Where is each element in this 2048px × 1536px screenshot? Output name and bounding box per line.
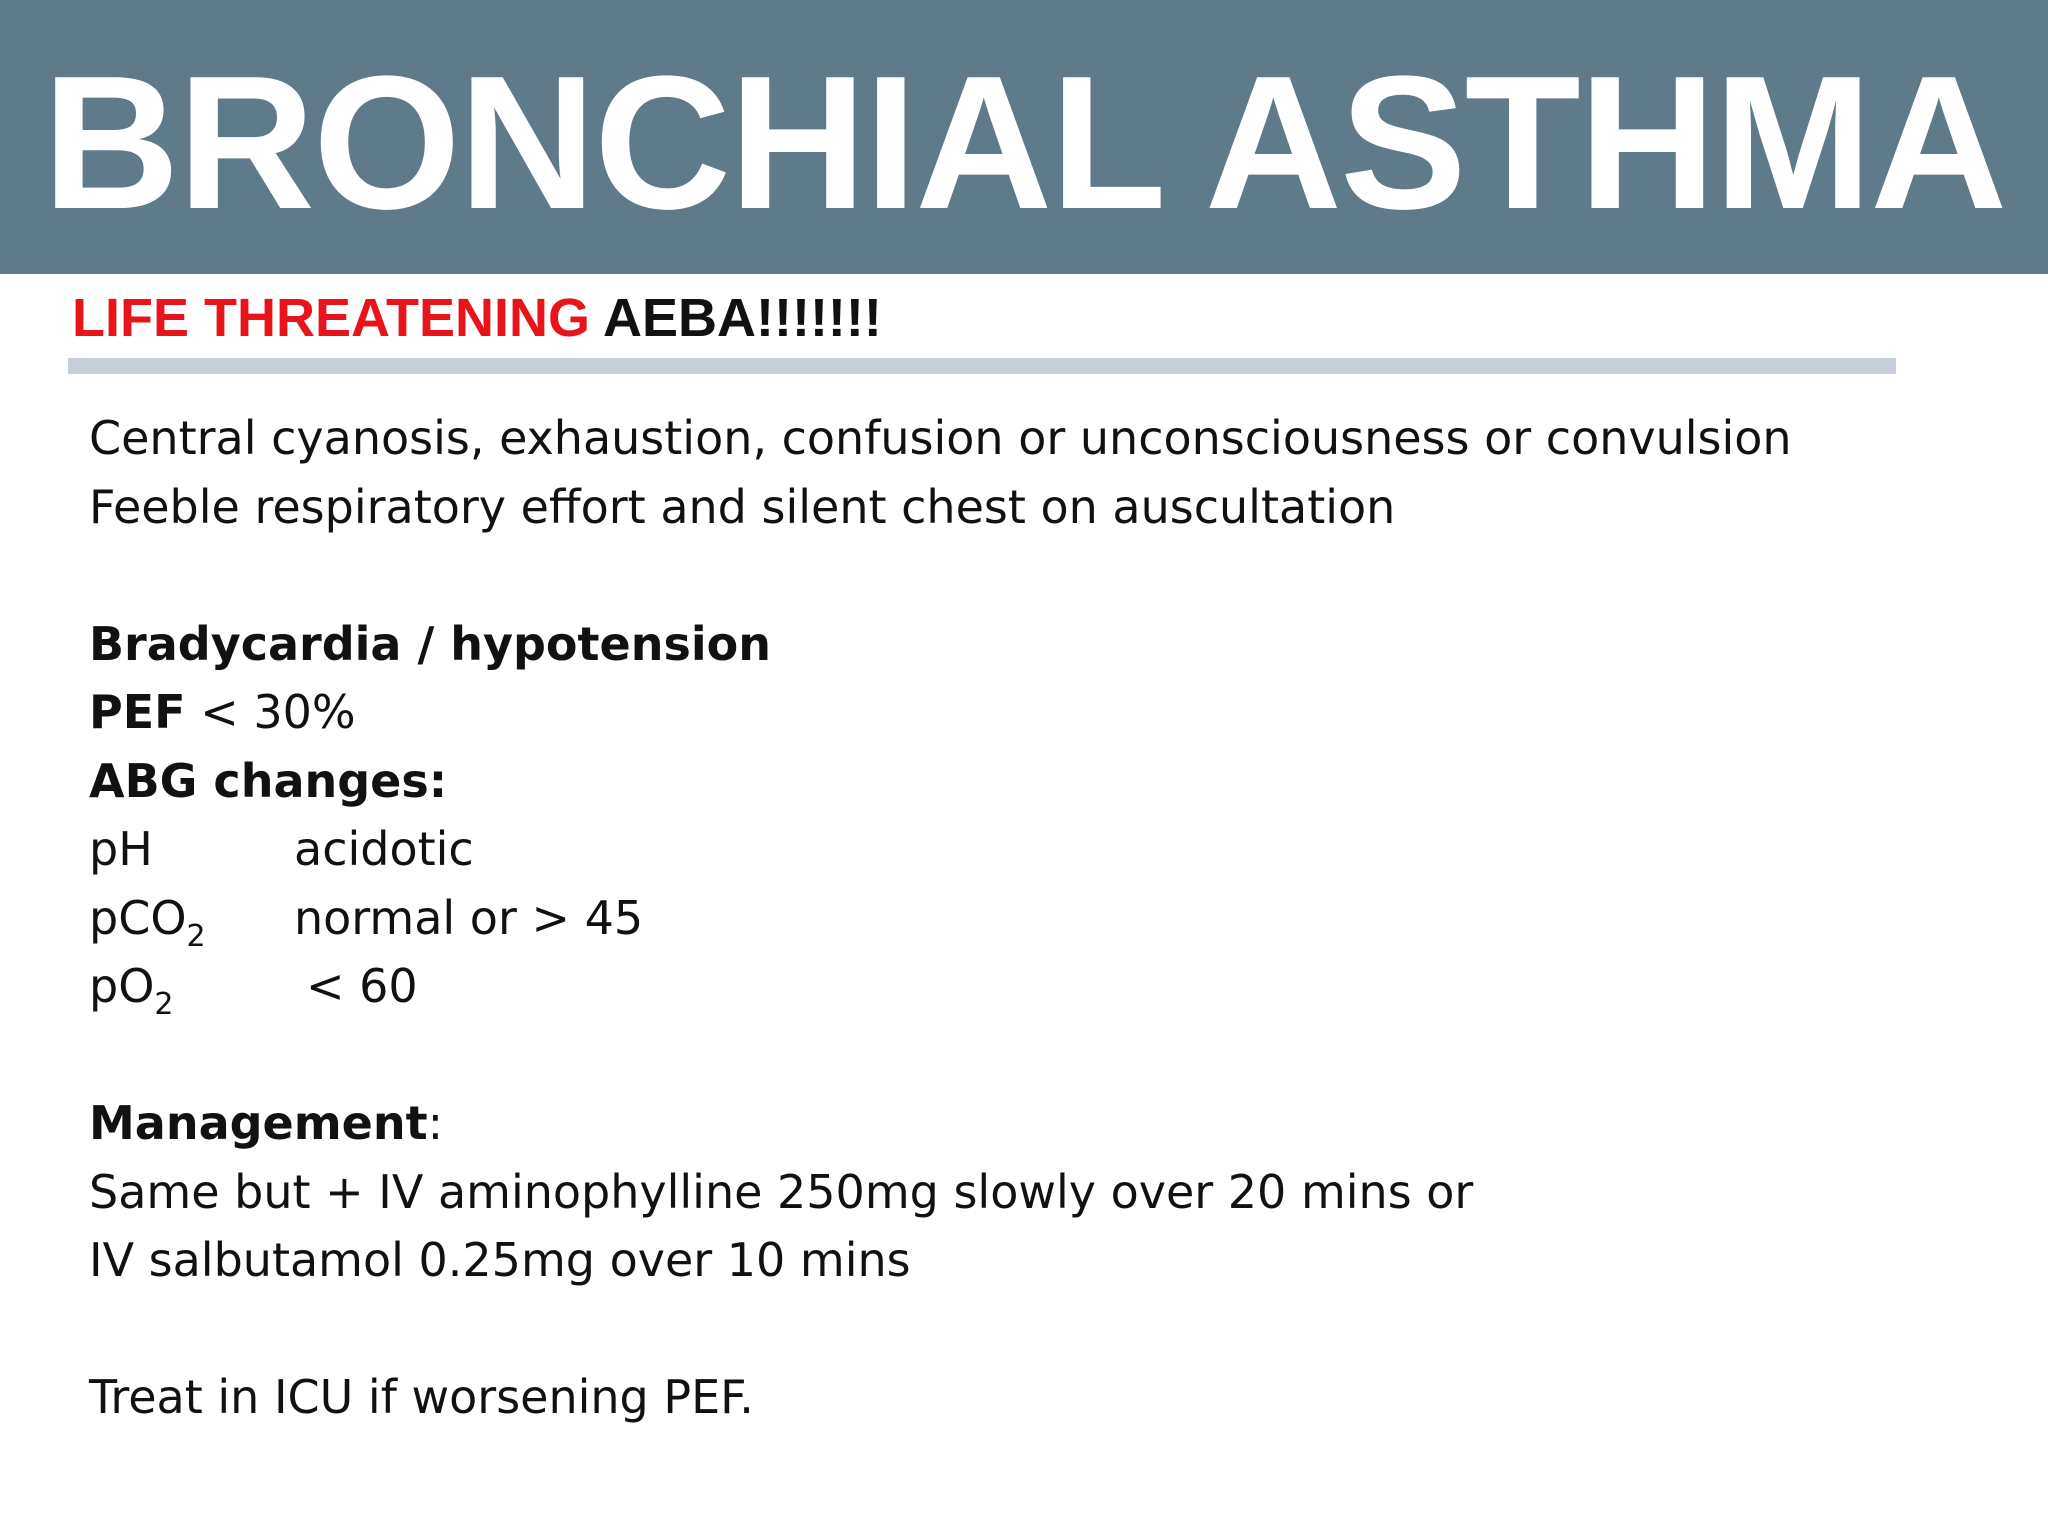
abg-param: pH xyxy=(89,822,153,876)
bradycardia-line: Bradycardia / hypotension xyxy=(89,616,771,671)
abg-heading: ABG changes: xyxy=(89,753,448,808)
sign-line-1: Central cyanosis, exhaustion, confusion or unconsciousness or convulsion xyxy=(89,411,1792,465)
spacer xyxy=(89,541,1989,610)
management-heading xyxy=(89,1089,1989,1158)
management-line-1: Same but + IV aminophylline 250mg slowly over 20 mins or xyxy=(89,1164,1474,1219)
subtitle-red-text: LIFE THREATENING xyxy=(72,288,590,348)
slide-title: BRONCHIAL ASTHMA xyxy=(42,37,2006,249)
divider-rule xyxy=(68,358,1896,374)
abg-row-pco2 xyxy=(89,884,1989,953)
pef-line xyxy=(89,678,1989,747)
pef-label: PEF xyxy=(89,685,186,739)
abg-param: $pO_2$ xyxy=(89,959,174,1022)
abg-row-ph xyxy=(89,815,1989,884)
management-line-2: IV salbutamol 0.25mg over 10 mins xyxy=(89,1233,911,1287)
sign-line-2: Feeble respiratory effort and silent chest on auscultation xyxy=(89,479,1396,534)
abg-param: pCO$_2$ xyxy=(89,890,206,954)
abg-row-po2 xyxy=(89,952,1989,1021)
management-label: Management xyxy=(89,1096,428,1150)
spacer xyxy=(89,1295,1989,1364)
slide-body xyxy=(89,404,1989,1432)
management-colon: : xyxy=(427,1096,444,1150)
spacer xyxy=(89,1021,1989,1090)
icu-note: Treat in ICU if worsening PEF. xyxy=(89,1370,754,1424)
slide-subtitle xyxy=(72,288,882,348)
pef-value: < 30% xyxy=(200,685,356,739)
abg-value: < 60 xyxy=(306,959,418,1013)
abg-value: normal or > 45 xyxy=(294,890,644,945)
abg-value: acidotic xyxy=(294,822,474,876)
subtitle-black-text: AEBA!!!!!!! xyxy=(602,288,882,348)
